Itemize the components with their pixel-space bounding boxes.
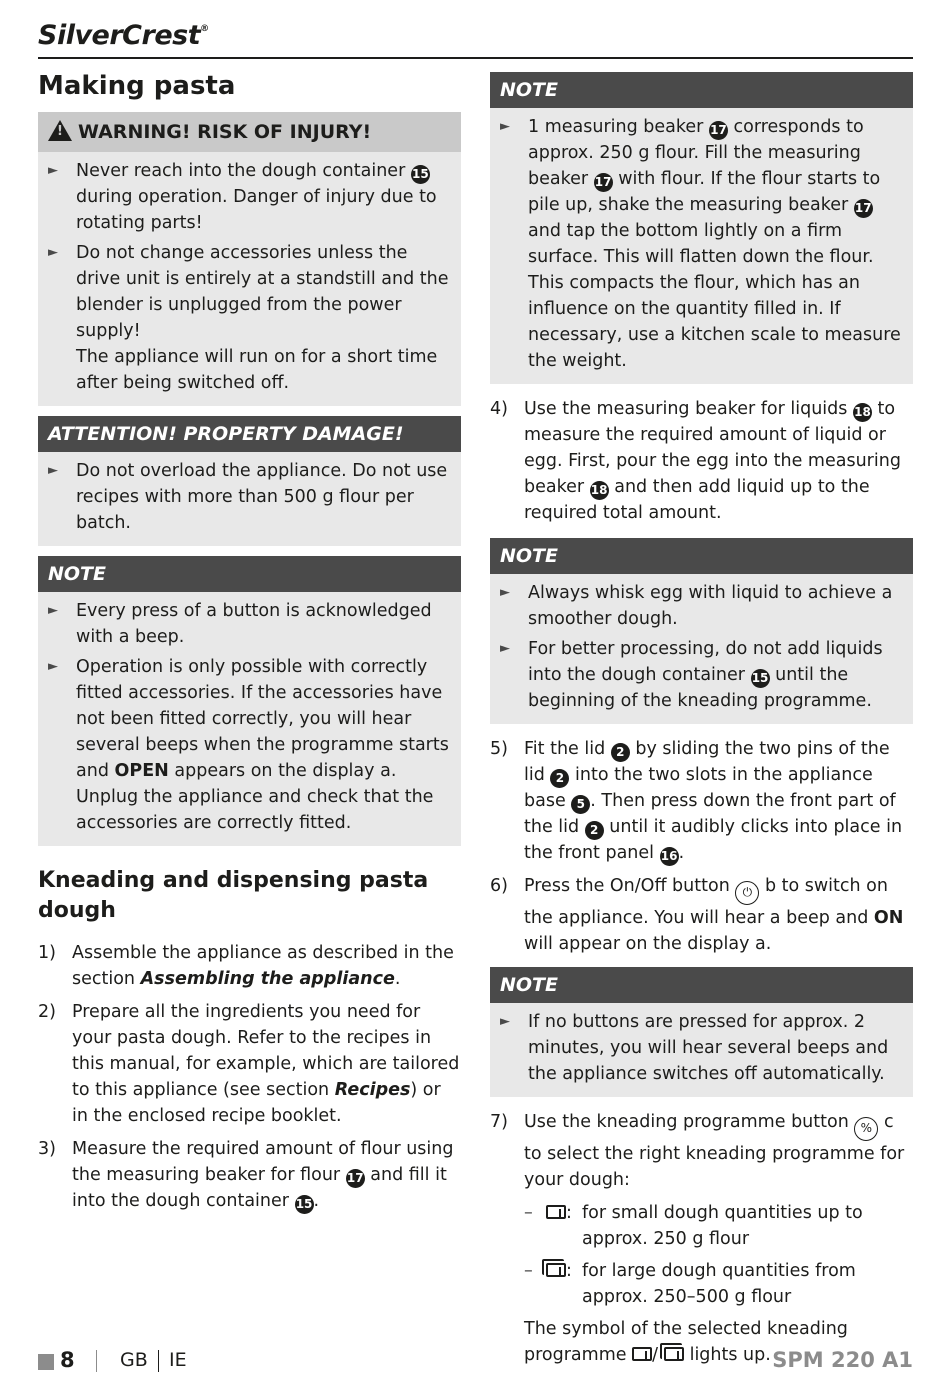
ref-badge: 15 (751, 669, 770, 688)
ref-badge: 17 (346, 1169, 365, 1188)
note-heading: NOTE (38, 556, 461, 592)
left-column (38, 72, 461, 1221)
kneading-button-icon: % (854, 1117, 878, 1141)
language-ie: IE (169, 1349, 187, 1371)
ref-badge: 2 (550, 769, 569, 788)
footer-divider (158, 1350, 159, 1372)
note-box (38, 556, 461, 846)
kneading-option-large: – : for large dough quantities from approx. 250–500 g flour (524, 1261, 856, 1307)
warning-extra: The appliance will run on for a short time after being switched off. (76, 347, 438, 393)
arrow-bullet-icon: ► (500, 585, 510, 600)
arrow-bullet-icon: ► (500, 119, 510, 134)
arrow-bullet-icon: ► (500, 1014, 510, 1029)
ref-badge: 5 (571, 795, 590, 814)
kneading-option-small: – : for small dough quantities up to approx. 250 g flour (524, 1203, 863, 1249)
step-7-closing: The symbol of the selected kneading programme / lights up. (524, 1319, 848, 1365)
sub-title: Kneading and dispensing pasta dough (38, 868, 429, 923)
warning-heading: !WARNING! RISK OF INJURY! (38, 112, 461, 152)
power-button-icon: ⏻ (735, 881, 759, 905)
attention-box (38, 416, 461, 546)
note-bullet-2: ► Operation is only possible with correctly fitted accessories. If the accessories have not been fitted correctly, you will hear several beeps when the programme starts and OPEN appears on the display a. Unplug the appliance and check that the accessories are correctly fitted. (48, 654, 451, 836)
page-footer (38, 1348, 913, 1374)
arrow-bullet-icon: ► (48, 245, 58, 260)
note1-bullet-1: ► 1 measuring beaker 17 corresponds to approx. 250 g flour. Fill the measuring beaker 17 with flour. If the flour starts to pile up, shake the measuring beaker 17 and tap the bottom lightly on a firm surface. This will flatten down the flour. This compacts the flour, which has an influence on the quantity filled in. If necessary, use a kitchen scale to measure the weight. (500, 114, 903, 374)
attention-heading: ATTENTION! PROPERTY DAMAGE! (38, 416, 461, 452)
ref-badge: 17 (594, 173, 613, 192)
note-box-2 (490, 538, 913, 724)
arrow-bullet-icon: ► (48, 463, 58, 478)
step-3: 3) Measure the required amount of flour using the measuring beaker for flour 17 and fill it into the dough container 15. (38, 1136, 461, 1214)
note-heading: NOTE (490, 72, 913, 108)
note-heading: NOTE (490, 538, 913, 574)
step-1: 1) Assemble the appliance as described in the section Assembling the appliance. (38, 943, 454, 989)
note3-bullet-1: ► If no buttons are pressed for approx. 2 minutes, you will hear several beeps and the appliance switches off automatically. (500, 1009, 903, 1087)
ref-badge: 18 (853, 403, 872, 422)
section-title: Making pasta (38, 71, 236, 101)
right-column (490, 72, 913, 1368)
note2-bullet-1: ► Always whisk egg with liquid to achieve a smoother dough. (500, 580, 903, 632)
header-rule (38, 57, 913, 59)
arrow-bullet-icon: ► (48, 659, 58, 674)
step-2: 2) Prepare all the ingredients you need for your pasta dough. Refer to the recipes in this manual, for example, which are tailored to this appliance (see section Recipes) or in the enclosed recipe booklet. (38, 1002, 460, 1126)
page-number: 8 (60, 1348, 75, 1372)
brand-logo: SilverCrest® (38, 20, 209, 51)
model-number: SPM 220 A1 (772, 1348, 913, 1372)
arrow-bullet-icon: ► (48, 603, 58, 618)
warning-triangle-icon (48, 120, 72, 141)
ref-badge: 16 (660, 847, 679, 866)
arrow-bullet-icon: ► (48, 163, 58, 178)
ref-badge: 17 (854, 199, 873, 218)
footer-divider (96, 1350, 97, 1372)
warning-bullet-1: ► Never reach into the dough container 15 during operation. Danger of injury due to rotating parts! (48, 158, 451, 236)
note2-bullet-2: ► For better processing, do not add liquids into the dough container 15 until the beginning of the kneading programme. (500, 636, 903, 714)
step-5: 5) Fit the lid 2 by sliding the two pins of the lid 2 into the two slots in the appliance base 5 . Then press down the front part of the lid 2 until it audibly clicks into place in the front panel 16. (490, 736, 913, 866)
note-box-1 (490, 72, 913, 384)
ref-badge: 17 (709, 121, 728, 140)
note-heading: NOTE (490, 967, 913, 1003)
small-dough-icon (546, 1205, 566, 1219)
ref-badge: 15 (295, 1195, 314, 1214)
footer-square-icon (38, 1354, 54, 1370)
large-dough-icon (546, 1263, 566, 1277)
attention-bullet-1: ► Do not overload the appliance. Do not use recipes with more than 500 g flour per batch. (48, 458, 451, 536)
arrow-bullet-icon: ► (500, 641, 510, 656)
ref-badge: 18 (590, 481, 609, 500)
ref-badge: 2 (585, 821, 604, 840)
ref-badge: 15 (411, 165, 430, 184)
note-box-3 (490, 967, 913, 1097)
step-7: 7) Use the kneading programme button % c to select the right kneading programme for your dough: (490, 1112, 905, 1190)
note-bullet-1: ► Every press of a button is acknowledged with a beep. (48, 598, 451, 650)
language-gb: GB (120, 1349, 148, 1371)
warning-bullet-2: ► Do not change accessories unless the drive unit is entirely at a standstill and the blender is unplugged from the power supply! (48, 240, 451, 344)
ref-badge: 2 (611, 743, 630, 762)
step-6: 6) Press the On/Off button ⏻ b to switch on the appliance. You will hear a beep and ON will appear on the display a. (490, 876, 904, 954)
warning-box (38, 112, 461, 406)
step-4: 4) Use the measuring beaker for liquids 18 to measure the required amount of liquid or egg. First, pour the egg into the measuring beaker 18 and then add liquid up to the required total amount. (490, 399, 901, 523)
